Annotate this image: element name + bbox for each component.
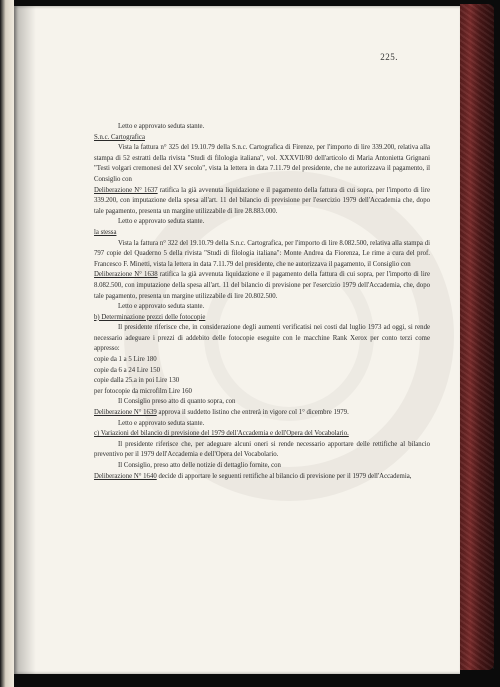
- paragraph: Il Consiglio, preso atto delle notizie di dettaglio fornite, con: [118, 462, 281, 469]
- deliberation-text: ratifica la già avvenuta liquidazione e il pagamento della fattura di cui sopra, per l'importo di lire 339.200, con imputazione della spesa all'art. 11 del bilancio di previsione per l'esercizio 1979 dell'Accademia che, dopo tale pagamento, presenta un margine utilizzabile di lire 28.883.000.: [94, 186, 430, 215]
- page-body: [94, 122, 430, 482]
- approval-line: Letto e approvato seduta stante.: [118, 123, 205, 130]
- left-page-edge: [0, 0, 14, 687]
- paragraph: Vista la fattura n° 322 del 19.10.79 della S.n.c. Cartografica, per l'importo di lire 8.082.500, relativa alla stampa di 797 copie del Quaderno 5 della rivista "Studi di filologia italiana": Monte Andrea da Fiorenza, Le rime a cura del prof. Francesco F. Minetti, vista la lettera in data 7.11.79 del presidente, che ne autorizzava il pagamento, il Consiglio con: [94, 239, 430, 268]
- page-number: 225.: [380, 52, 398, 62]
- deliberation-label: Deliberazione N° 1639: [94, 409, 157, 417]
- approval-line: Letto e approvato seduta stante.: [118, 419, 205, 427]
- price-line: copie da 1 a 5 Lire 180: [94, 356, 157, 364]
- section-heading: S.n.c. Cartografica: [94, 133, 145, 141]
- section-heading: c) Variazioni del bilancio di previsione del 1979 dell'Accademia e dell'Opera del Vocabolario.: [94, 430, 349, 438]
- paragraph: Il Consiglio preso atto di quanto sopra, con: [118, 398, 236, 406]
- book-binding: [460, 4, 494, 670]
- price-line: copie dalla 25.a in poi Lire 130: [94, 377, 180, 385]
- deliberation-label: Deliberazione N° 1640: [94, 472, 157, 480]
- page-gutter-shadow: [14, 6, 36, 674]
- deliberation-text: ratifica la già avvenuta liquidazione e il pagamento della fattura di cui sopra, per l'importo di lire 8.082.500, con imputazione della spesa all'art. 11 del bilancio di previsione per l'esercizio 1979 dell'Accademia, che, dopo tale pagamento, presenta un margine utilizzabile di lire 20.802.500.: [94, 271, 430, 300]
- deliberation-paragraph: [94, 186, 430, 218]
- paragraph: Il presidente riferisce che, per adeguare alcuni oneri si rende necessario apportare delle rettifiche al bilancio preventivo per il 1979 dell'Accademia e dell'Opera del Vocabolario.: [94, 440, 430, 459]
- price-line: copie da 6 a 24 Lire 150: [94, 366, 161, 374]
- deliberation-label: Deliberazione N° 1638: [94, 271, 158, 279]
- deliberation-text: approva il suddetto listino che entrerà in vigore col 1° dicembre 1979.: [156, 409, 349, 417]
- section-heading: la stessa: [94, 228, 117, 236]
- paragraph: Vista la fattura n° 325 del 19.10.79 della S.n.c. Cartografica di Firenze, per l'importo di lire 339.200, relativa alla stampa di 52 estratti della rivista "Studi di filologia italiana", vol. XXXVII/80 dell'articolo di Maria Antonietta Grignani "Testi volgari cremonesi del XV secolo", vista la lettera in data 7.11.79 del presidente, che ne autorizzava il pagamento, il Consiglio con: [94, 144, 430, 183]
- deliberation-paragraph: [94, 408, 430, 419]
- document-page: [14, 6, 460, 674]
- deliberation-text: decide di apportare le seguenti rettifiche al bilancio di previsione per il 1979 dell'Accademia,: [156, 472, 412, 480]
- approval-line: Letto e approvato seduta stante.: [118, 218, 205, 226]
- price-line: per fotocopie da microfilm Lire 160: [94, 387, 192, 395]
- paragraph: Il presidente riferisce che, in considerazione degli aumenti verificatisi nei costi dal luglio 1973 ad oggi, si rende necessario adeguare i prezzi di addebito delle fotocopie eseguite con le macchine Rank Xerox per conto terzi come appresso:: [94, 324, 430, 353]
- deliberation-paragraph: [94, 472, 430, 483]
- approval-line: Letto e approvato seduta stante.: [118, 303, 205, 311]
- deliberation-paragraph: [94, 270, 430, 302]
- section-heading: b) Determinazione prezzi delle fotocopie: [94, 313, 206, 321]
- deliberation-label: Deliberazione N° 1637: [94, 186, 158, 194]
